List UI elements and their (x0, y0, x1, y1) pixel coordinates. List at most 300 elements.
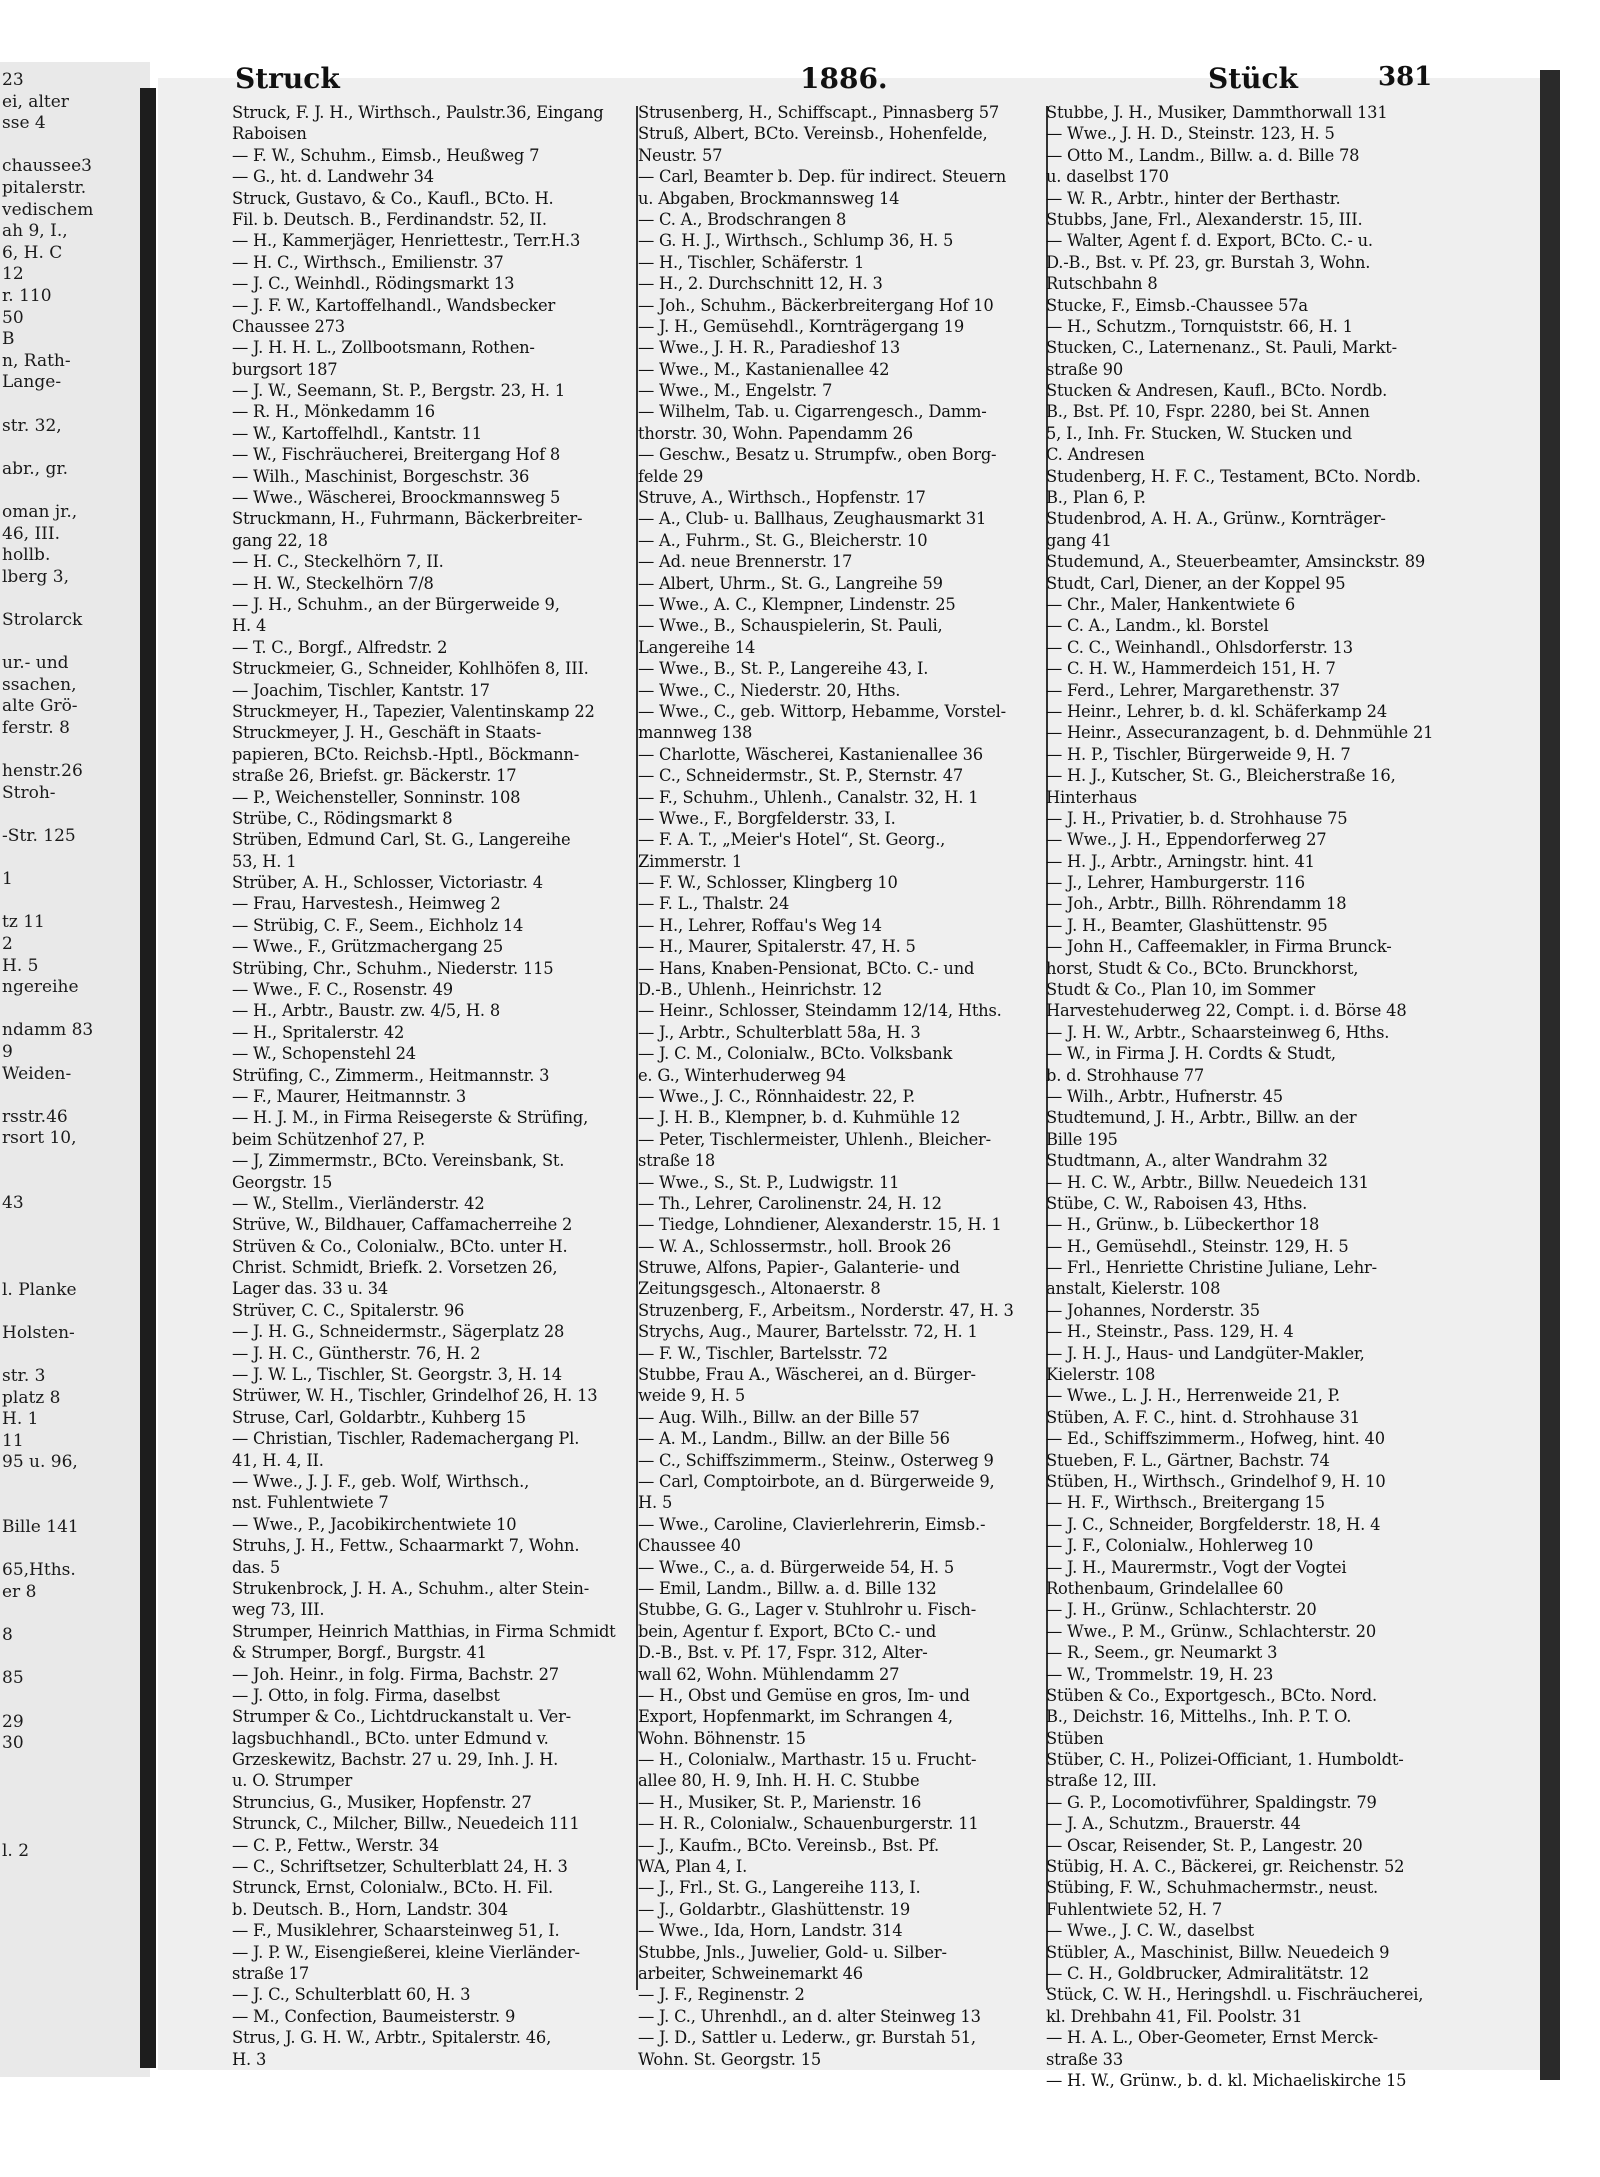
directory-entry-line: — Ferd., Lehrer, Margarethenstr. 37 (1046, 680, 1340, 700)
directory-entry-line: — Wwe., J. C. W., daselbst (1046, 1921, 1254, 1941)
directory-entry-line: Fuhlentwiete 52, H. 7 (1046, 1899, 1223, 1919)
directory-entry-line: — H. J., Arbtr., Arningstr. hint. 41 (1046, 851, 1315, 871)
directory-entry-line: — Wwe., A. C., Klempner, Lindenstr. 25 (638, 594, 956, 614)
directory-entry-line: — A. M., Landm., Billw. an der Bille 56 (638, 1429, 950, 1449)
previous-page-fragment: l. Planke (2, 1279, 77, 1300)
directory-entry-line: Chaussee 40 (638, 1536, 741, 1556)
directory-entry-line: Studtemund, J. H., Arbtr., Billw. an der (1046, 1108, 1357, 1128)
directory-entry-line: — H., Musiker, St. P., Marienstr. 16 (638, 1792, 922, 1812)
previous-page-fragment: 1 (2, 869, 13, 890)
directory-entry-line: — Wilh., Maschinist, Borgeschstr. 36 (232, 466, 530, 486)
directory-entry-line: — M., Confection, Baumeisterstr. 9 (232, 2006, 516, 2026)
directory-entry-line: arbeiter, Schweinemarkt 46 (638, 1963, 863, 1983)
directory-entry-line: — A., Fuhrm., St. G., Bleicherstr. 10 (638, 530, 928, 550)
directory-entry-line: B., Deichstr. 16, Mittelhs., Inh. P. T. O. (1046, 1707, 1352, 1727)
directory-entry-line: — Heinr., Schlosser, Steindamm 12/14, Hths. (638, 1001, 1002, 1021)
previous-page-fragment: henstr.26 (2, 761, 83, 782)
directory-entry-line: — C. H., Goldbrucker, Admiralitätstr. 12 (1046, 1963, 1369, 1983)
directory-entry-line: — Albert, Uhrm., St. G., Langreihe 59 (638, 573, 943, 593)
directory-entry-line: — R. H., Mönkedamm 16 (232, 402, 435, 422)
directory-entry-line: Chaussee 273 (232, 316, 345, 336)
directory-entry-line: — A., Club- u. Ballhaus, Zeughausmarkt 31 (638, 509, 987, 529)
directory-entry-line: — T. C., Borgf., Alfredstr. 2 (232, 637, 448, 657)
directory-entry-line: D.-B., Bst. v. Pf. 23, gr. Burstah 3, Wohn. (1046, 252, 1371, 272)
directory-entry-line: — J., Goldarbtr., Glashüttenstr. 19 (638, 1899, 911, 1919)
previous-page-fragment: 30 (2, 1733, 24, 1754)
directory-entry-line: — Joachim, Tischler, Kantstr. 17 (232, 680, 490, 700)
directory-entry-line: — W. R., Arbtr., hinter der Berthastr. (1046, 188, 1341, 208)
directory-entry-line: Stübe, C. W., Raboisen 43, Hths. (1046, 1193, 1308, 1213)
directory-entry-line: — Th., Lehrer, Carolinenstr. 24, H. 12 (638, 1193, 942, 1213)
previous-page-fragment: r. 110 (2, 286, 52, 306)
previous-page-fragment: platz 8 (2, 1387, 61, 1408)
directory-entry-line: Struck, F. J. H., Wirthsch., Paulstr.36, Eingang (232, 103, 604, 122)
directory-entry-line: — W. A., Schlossermstr., holl. Brook 26 (638, 1236, 952, 1256)
directory-entry-line: Studemund, A., Steuerbeamter, Amsinckstr. 89 (1046, 552, 1426, 572)
directory-entry-line: u. daselbst 170 (1046, 167, 1169, 187)
directory-entry-line: b. d. Strohhause 77 (1046, 1065, 1205, 1085)
directory-entry-line: Strüfing, C., Zimmerm., Heitmannstr. 3 (232, 1065, 550, 1085)
directory-entry-line: D.-B., Bst. v. Pf. 17, Fspr. 312, Alter- (638, 1643, 928, 1663)
directory-entry-line: — J. H. B., Klempner, b. d. Kuhmühle 12 (638, 1108, 961, 1128)
directory-entry-line: — H., Schutzm., Tornquiststr. 66, H. 1 (1046, 316, 1353, 336)
directory-entry-line: — F. W., Tischler, Bartelsstr. 72 (638, 1343, 888, 1363)
previous-page-fragment: str. 3 (2, 1366, 46, 1386)
directory-entry-line: — G. H. J., Wirthsch., Schlump 36, H. 5 (638, 231, 954, 251)
previous-page-fragment: pitalerstr. (2, 178, 87, 198)
book-gutter (140, 88, 156, 2068)
directory-entry-line: — G. P., Locomotivführer, Spaldingstr. 79 (1046, 1792, 1377, 1812)
directory-entry-line: — C., Schiffszimmerm., Steinw., Osterweg 9 (638, 1450, 994, 1470)
directory-entry-line: Strunck, C., Milcher, Billw., Neuedeich 111 (232, 1814, 580, 1834)
directory-entry-line: Studt & Co., Plan 10, im Sommer (1046, 980, 1315, 1000)
directory-entry-line: — Wwe., M., Engelstr. 7 (638, 381, 833, 401)
directory-entry-line: — H., Grünw., b. Lübeckerthor 18 (1046, 1215, 1320, 1235)
directory-entry-line: Fil. b. Deutsch. B., Ferdinandstr. 52, II. (232, 209, 547, 229)
directory-entry-line: — Wwe., C., geb. Wittorp, Hebamme, Vorstel- (638, 701, 1006, 721)
directory-entry-line: — C. A., Brodschrangen 8 (638, 209, 847, 229)
directory-entry-line: wall 62, Wohn. Mühlendamm 27 (638, 1664, 900, 1684)
directory-entry-line: Kielerstr. 108 (1046, 1365, 1156, 1385)
previous-page-fragment: H. 1 (2, 1409, 39, 1430)
directory-entry-line: — Wwe., F., Borgfelderstr. 33, I. (638, 808, 896, 828)
directory-entry-line: — J, Zimmermstr., BCto. Vereinsbank, St. (232, 1151, 565, 1171)
directory-entry-line: — F. A. T., „Meier's Hotel“, St. Georg., (638, 830, 946, 850)
directory-entry-line: — John H., Caffeemakler, in Firma Brunck- (1046, 937, 1392, 957)
header-year: 1886. (800, 62, 888, 95)
directory-entry-line: — J., Kaufm., BCto. Vereinsb., Bst. Pf. (638, 1835, 940, 1855)
directory-entry-line: — Heinr., Assecuranzagent, b. d. Dehnmühle 21 (1046, 723, 1434, 743)
directory-entry-line: Strüve, W., Bildhauer, Caffamacherreihe 2 (232, 1215, 573, 1235)
directory-entry-line: Studt, Carl, Diener, an der Koppel 95 (1046, 573, 1346, 593)
directory-entry-line: — J. Otto, in folg. Firma, daselbst (232, 1685, 500, 1705)
directory-entry-line: — J. H. J., Haus- und Landgüter-Makler, (1046, 1343, 1365, 1363)
directory-entry-line: Grzeskewitz, Bachstr. 27 u. 29, Inh. J. H. (232, 1750, 559, 1770)
directory-entry-line: Strus, J. G. H. W., Arbtr., Spitalerstr. 46, (232, 2028, 552, 2048)
directory-entry-line: — J. C., Weinhdl., Rödingsmarkt 13 (232, 274, 515, 294)
directory-column-2 (638, 102, 1050, 2070)
directory-entry-line: lagsbuchhandl., BCto. unter Edmund v. (232, 1728, 549, 1748)
directory-entry-line: — Wilhelm, Tab. u. Cigarrengesch., Damm- (638, 402, 987, 422)
directory-entry-line: — J. W. L., Tischler, St. Georgstr. 3, H. 14 (232, 1365, 562, 1385)
directory-entry-line: Stubbe, Jnls., Juwelier, Gold- u. Silber- (638, 1942, 947, 1962)
directory-entry-line: Hinterhaus (1046, 787, 1137, 807)
previous-page-fragment: 2 (2, 934, 13, 954)
directory-entry-line: nst. Fuhlentwiete 7 (232, 1493, 389, 1513)
directory-entry-line: Strusenberg, H., Schiffscapt., Pinnasberg 57 (638, 103, 1000, 122)
directory-entry-line: straße 33 (1046, 2049, 1123, 2069)
directory-entry-line: Harvestehuderweg 22, Compt. i. d. Börse 48 (1046, 1001, 1407, 1021)
directory-entry-line: — J. W., Seemann, St. P., Bergstr. 23, H. 1 (232, 381, 566, 401)
directory-entry-line: — G., ht. d. Landwehr 34 (232, 167, 434, 187)
directory-entry-line: horst, Studt & Co., BCto. Brunckhorst, (1046, 958, 1359, 978)
directory-entry-line: — Wwe., F. C., Rosenstr. 49 (232, 980, 453, 1000)
directory-entry-line: — H. F., Wirthsch., Breitergang 15 (1046, 1493, 1325, 1513)
directory-entry-line: Bille 195 (1046, 1129, 1118, 1149)
directory-entry-line: Stüben & Co., Exportgesch., BCto. Nord. (1046, 1685, 1377, 1705)
directory-entry-line: H. 3 (232, 2049, 267, 2069)
directory-entry-line: Struzenberg, F., Arbeitsm., Norderstr. 47, H. 3 (638, 1300, 1014, 1320)
directory-column-3 (1046, 102, 1438, 2091)
directory-entry-line: straße 12, III. (1046, 1771, 1157, 1791)
directory-entry-line: — Wwe., Wäscherei, Broockmannsweg 5 (232, 488, 561, 508)
directory-entry-line: — J. D., Sattler u. Lederw., gr. Burstah 51, (638, 2028, 976, 2048)
directory-entry-line: Lager das. 33 u. 34 (232, 1279, 389, 1299)
directory-entry-line: Strüwer, W. H., Tischler, Grindelhof 26, H. 13 (232, 1386, 598, 1406)
directory-entry-line: gang 22, 18 (232, 530, 328, 550)
directory-entry-line: — Otto M., Landm., Billw. a. d. Bille 78 (1046, 145, 1360, 165)
directory-entry-line: u. Abgaben, Brockmannsweg 14 (638, 188, 900, 208)
previous-page-fragment: 8 (2, 1625, 13, 1646)
directory-entry-line: Stueben, F. L., Gärtner, Bachstr. 74 (1046, 1450, 1330, 1470)
directory-entry-line: B., Bst. Pf. 10, Fspr. 2280, bei St. Annen (1046, 402, 1370, 422)
directory-entry-line: 53, H. 1 (232, 851, 297, 871)
previous-page-fragment: ssachen, (2, 674, 77, 695)
directory-entry-line: — H. P., Tischler, Bürgerweide 9, H. 7 (1046, 744, 1351, 764)
directory-entry-line: — Walter, Agent f. d. Export, BCto. C.- u. (1046, 231, 1373, 251)
directory-entry-line: weide 9, H. 5 (638, 1386, 746, 1406)
directory-entry-line: — Hans, Knaben-Pensionat, BCto. C.- und (638, 958, 975, 978)
previous-page-edge (0, 62, 150, 2077)
directory-entry-line: Neustr. 57 (638, 145, 723, 165)
directory-entry-line: — C., Schriftsetzer, Schulterblatt 24, H. 3 (232, 1857, 568, 1877)
previous-page-fragment: rsstr.46 (2, 1106, 68, 1127)
page-number: 381 (1378, 62, 1433, 92)
directory-entry-line: — Tiedge, Lohndiener, Alexanderstr. 15, H. 1 (638, 1215, 1002, 1235)
previous-page-fragment: 29 (2, 1711, 24, 1732)
previous-page-fragment: Lange- (2, 372, 62, 393)
directory-entry-line: — F. L., Thalstr. 24 (638, 894, 790, 914)
previous-page-fragment: 85 (2, 1668, 24, 1689)
directory-entry-line: — J. F., Reginenstr. 2 (638, 1985, 805, 2005)
previous-page-fragment: ei, alter (2, 91, 69, 112)
previous-page-fragment: Strolarck (2, 610, 83, 630)
directory-entry-line: Strunck, Ernst, Colonialw., BCto. H. Fil. (232, 1878, 553, 1898)
previous-page-fragment: er 8 (2, 1582, 37, 1602)
directory-entry-line: — J. H., Maurermstr., Vogt der Vogtei (1046, 1557, 1347, 1577)
directory-entry-line: — Frau, Harvestesh., Heimweg 2 (232, 894, 501, 914)
directory-entry-line: — H. W., Steckelhörn 7/8 (232, 573, 434, 593)
previous-page-fragment: vedischem (2, 199, 94, 220)
directory-entry-line: — J. H. G., Schneidermstr., Sägerplatz 28 (232, 1322, 565, 1342)
previous-page-fragment: 65,Hths. (2, 1560, 76, 1581)
directory-entry-line: — Wwe., J. J. F., geb. Wolf, Wirthsch., (232, 1472, 530, 1491)
directory-entry-line: Strumper & Co., Lichtdruckanstalt u. Ver- (232, 1707, 571, 1727)
directory-entry-line: — H., Colonialw., Marthastr. 15 u. Frucht- (638, 1750, 977, 1770)
directory-entry-line: — Chr., Maler, Hankentwiete 6 (1046, 594, 1296, 614)
previous-page-fragment: oman jr., (2, 502, 78, 522)
previous-page-fragment: ndamm 83 (2, 1020, 94, 1041)
directory-entry-line: — W., Fischräucherei, Breitergang Hof 8 (232, 445, 561, 465)
directory-entry-line: — H., Maurer, Spitalerstr. 47, H. 5 (638, 937, 916, 957)
directory-entry-line: — Wwe., P., Jacobikirchentwiete 10 (232, 1514, 517, 1534)
previous-page-fragment: alte Grö- (2, 696, 78, 717)
directory-entry-line: — Joh., Schuhm., Bäckerbreitergang Hof 10 (638, 295, 994, 315)
previous-page-fragment: rsort 10, (2, 1128, 77, 1149)
directory-entry-line: straße 17 (232, 1963, 309, 1983)
previous-page-fragment: 11 (2, 1430, 24, 1451)
directory-entry-line: — J. H., Beamter, Glashüttenstr. 95 (1046, 915, 1328, 935)
directory-entry-line: — Peter, Tischlermeister, Uhlenh., Bleicher- (638, 1129, 991, 1149)
directory-entry-line: — W., Kartoffelhdl., Kantstr. 11 (232, 423, 482, 443)
directory-entry-line: Rothenbaum, Grindelallee 60 (1046, 1578, 1284, 1598)
directory-entry-line: Struckmeyer, J. H., Geschäft in Staats- (232, 723, 542, 743)
previous-page-fragment: 6, H. C (2, 242, 63, 263)
directory-entry-line: Strüben, Edmund Carl, St. G., Langereihe (232, 830, 571, 850)
directory-entry-line: Rutschbahn 8 (1046, 274, 1158, 294)
directory-entry-line: Zeitungsgesch., Altonaerstr. 8 (638, 1279, 881, 1299)
previous-page-fragment: abr., gr. (2, 458, 69, 479)
directory-entry-line: — W., Trommelstr. 19, H. 23 (1046, 1664, 1274, 1684)
directory-entry-line: — Ad. neue Brennerstr. 17 (638, 552, 853, 572)
directory-entry-line: Strüven & Co., Colonialw., BCto. unter H. (232, 1236, 568, 1256)
previous-page-fragment: 9 (2, 1042, 13, 1062)
directory-entry-line: Strumper, Heinrich Matthias, in Firma Schmidt (232, 1621, 616, 1641)
previous-page-fragment: l. 2 (2, 1841, 30, 1862)
directory-entry-line: — H. J. M., in Firma Reisegerste & Strüfing, (232, 1108, 589, 1128)
directory-entry-line: — Wwe., L. J. H., Herrenweide 21, P. (1046, 1386, 1341, 1406)
directory-entry-line: — J. C., Uhrenhdl., an d. alter Steinweg 13 (638, 2006, 981, 2026)
directory-entry-line: — C., Schneidermstr., St. P., Sternstr. 47 (638, 766, 964, 786)
directory-entry-line: mannweg 138 (638, 723, 753, 743)
directory-entry-line: — F. W., Schuhm., Eimsb., Heußweg 7 (232, 145, 540, 165)
directory-entry-line: — J. H., Gemüsehdl., Kornträgergang 19 (638, 316, 964, 336)
directory-entry-line: Stübing, F. W., Schuhmachermstr., neust. (1046, 1878, 1379, 1898)
directory-entry-line: — J., Frl., St. G., Langereihe 113, I. (638, 1878, 921, 1898)
directory-entry-line: Struckmeier, G., Schneider, Kohlhöfen 8, III. (232, 659, 589, 679)
directory-entry-line: Wohn. Böhnenstr. 15 (638, 1728, 806, 1748)
directory-entry-line: Stübler, A., Maschinist, Billw. Neuedeich 9 (1046, 1942, 1390, 1962)
previous-page-fragment: lberg 3, (2, 566, 70, 587)
directory-entry-line: — Wwe., S., St. P., Ludwigstr. 11 (638, 1172, 900, 1192)
directory-entry-line: 5, I., Inh. Fr. Stucken, W. Stucken und (1046, 423, 1352, 443)
directory-entry-line: — H. R., Colonialw., Schauenburgerstr. 11 (638, 1814, 979, 1834)
directory-entry-line: — J. H., Schuhm., an der Bürgerweide 9, (232, 594, 560, 614)
page-edge-shadow (1540, 70, 1560, 2080)
directory-entry-line: H. 5 (638, 1493, 673, 1513)
directory-entry-line: — J., Lehrer, Hamburgerstr. 116 (1046, 873, 1305, 893)
directory-entry-line: — Wwe., J. H. R., Paradieshof 13 (638, 338, 901, 358)
directory-entry-line: Stüben (1046, 1728, 1104, 1748)
directory-entry-line: anstalt, Kielerstr. 108 (1046, 1279, 1221, 1299)
directory-entry-line: — Wwe., J. H., Eppendorferweg 27 (1046, 830, 1327, 850)
previous-page-fragment: Holsten- (2, 1322, 75, 1343)
previous-page-fragment: 50 (2, 307, 24, 328)
directory-entry-line: — H. C. W., Arbtr., Billw. Neuedeich 131 (1046, 1172, 1369, 1192)
directory-entry-line: Struck, Gustavo, & Co., Kaufl., BCto. H. (232, 188, 554, 208)
directory-entry-line: — H. J., Kutscher, St. G., Bleicherstraße 16, (1046, 766, 1396, 786)
directory-entry-line: — H., 2. Durchschnitt 12, H. 3 (638, 274, 883, 294)
directory-entry-line: kl. Drehbahn 41, Fil. Poolstr. 31 (1046, 2006, 1303, 2026)
directory-entry-line: — J. C. M., Colonialw., BCto. Volksbank (638, 1044, 953, 1064)
directory-entry-line: — Christian, Tischler, Rademachergang Pl. (232, 1429, 580, 1449)
directory-entry-line: — J. H., Grünw., Schlachterstr. 20 (1046, 1600, 1317, 1620)
directory-entry-line: — H., Obst und Gemüse en gros, Im- und (638, 1685, 970, 1705)
previous-page-fragment: 46, III. (2, 523, 60, 544)
directory-entry-line: — Carl, Beamter b. Dep. für indirect. Steuern (638, 167, 1007, 187)
previous-page-fragment: -Str. 125 (2, 826, 76, 846)
directory-entry-line: — Wwe., B., St. P., Langereihe 43, I. (638, 659, 929, 679)
directory-entry-line: — Wwe., J. H. D., Steinstr. 123, H. 5 (1046, 124, 1335, 144)
directory-entry-line: Stüben, A. F. C., hint. d. Strohhause 31 (1046, 1407, 1360, 1427)
previous-page-fragment: B (2, 329, 15, 350)
directory-entry-line: Struncius, G., Musiker, Hopfenstr. 27 (232, 1792, 532, 1812)
previous-page-fragment: ferstr. 8 (2, 718, 70, 738)
directory-entry-line: — J. F., Colonialw., Hohlerweg 10 (1046, 1536, 1314, 1556)
previous-page-fragment: 95 u. 96, (2, 1452, 78, 1473)
directory-entry-line: straße 26, Briefst. gr. Bäckerstr. 17 (232, 766, 517, 786)
directory-entry-line: burgsort 187 (232, 359, 338, 379)
directory-entry-line: — J. C., Schneider, Borgfelderstr. 18, H. 4 (1046, 1514, 1381, 1534)
directory-entry-line: — Johannes, Norderstr. 35 (1046, 1300, 1260, 1320)
previous-page-fragment: str. 32, (2, 415, 62, 436)
directory-entry-line: Strychs, Aug., Maurer, Bartelsstr. 72, H. 1 (638, 1322, 978, 1342)
directory-entry-line: — H., Arbtr., Baustr. zw. 4/5, H. 8 (232, 1001, 500, 1021)
directory-entry-line: — F., Musiklehrer, Schaarsteinweg 51, I. (232, 1921, 560, 1941)
directory-entry-line: Struß, Albert, BCto. Vereinsb., Hohenfelde, (638, 124, 988, 144)
directory-entry-line: — Emil, Landm., Billw. a. d. Bille 132 (638, 1578, 937, 1598)
directory-entry-line: Raboisen (232, 124, 307, 144)
directory-entry-line: Wohn. St. Georgstr. 15 (638, 2049, 822, 2069)
directory-entry-line: Studenberg, H. F. C., Testament, BCto. Nordb. (1046, 466, 1421, 486)
directory-entry-line: Strukenbrock, J. H. A., Schuhm., alter Stein- (232, 1578, 590, 1598)
directory-entry-line: Export, Hopfenmarkt, im Schrangen 4, (638, 1707, 953, 1727)
directory-entry-line: das. 5 (232, 1557, 280, 1577)
directory-entry-line: — H. A. L., Ober-Geometer, Ernst Merck- (1046, 2028, 1378, 2048)
directory-entry-line: — Charlotte, Wäscherei, Kastanienallee 36 (638, 744, 983, 764)
directory-entry-line: — J. P. W., Eisengießerei, kleine Vierländer- (232, 1942, 580, 1962)
directory-entry-line: — Wwe., F., Grützmachergang 25 (232, 937, 504, 957)
directory-entry-line: — Wilh., Arbtr., Hufnerstr. 45 (1046, 1086, 1283, 1106)
directory-entry-line: bein, Agentur f. Export, BCto C.- und (638, 1621, 937, 1641)
directory-entry-line: — F. W., Schlosser, Klingberg 10 (638, 873, 898, 893)
directory-entry-line: — W., Schopenstehl 24 (232, 1044, 416, 1064)
previous-page-fragment: n, Rath- (2, 350, 71, 371)
directory-entry-line: — Geschw., Besatz u. Strumpfw., oben Borg- (638, 445, 997, 465)
directory-entry-line: — C. C., Weinhandl., Ohlsdorferstr. 13 (1046, 637, 1353, 657)
directory-entry-line: — Heinr., Lehrer, b. d. kl. Schäferkamp 24 (1046, 701, 1388, 721)
directory-entry-line: felde 29 (638, 466, 704, 486)
directory-entry-line: — H., Steinstr., Pass. 129, H. 4 (1046, 1322, 1294, 1342)
directory-entry-line: — R., Seem., gr. Neumarkt 3 (1046, 1643, 1278, 1663)
directory-entry-line: Stück, C. W. H., Heringshdl. u. Fischräucherei, (1046, 1985, 1424, 2005)
previous-page-fragment: ngereihe (2, 977, 79, 998)
directory-entry-line: — H. C., Wirthsch., Emilienstr. 37 (232, 252, 504, 272)
directory-entry-line: C. Andresen (1046, 445, 1145, 465)
previous-page-fragment: Bille 141 (2, 1517, 79, 1538)
directory-entry-line: — J. F. W., Kartoffelhandl., Wandsbecker (232, 295, 556, 315)
directory-entry-line: Stübig, H. A. C., Bäckerei, gr. Reichenstr. 52 (1046, 1857, 1405, 1877)
directory-entry-line: Langereihe 14 (638, 637, 756, 657)
directory-entry-line: Stubbs, Jane, Frl., Alexanderstr. 15, III. (1046, 209, 1363, 229)
previous-page-fragment: 12 (2, 264, 24, 285)
directory-entry-line: — Ed., Schiffszimmerm., Hofweg, hint. 40 (1046, 1429, 1385, 1449)
directory-entry-line: gang 41 (1046, 530, 1112, 550)
previous-page-fragment: Weiden- (2, 1063, 72, 1084)
previous-page-fragment: chaussee3 (2, 156, 92, 177)
directory-entry-line: Studtmann, A., alter Wandrahm 32 (1046, 1151, 1328, 1171)
directory-entry-line: allee 80, H. 9, Inh. H. H. C. Stubbe (638, 1771, 920, 1791)
directory-entry-line: — H. C., Steckelhörn 7, II. (232, 552, 444, 572)
directory-entry-line: — C. A., Landm., kl. Borstel (1046, 616, 1269, 636)
directory-entry-line: beim Schützenhof 27, P. (232, 1129, 426, 1149)
directory-entry-line: — Joh., Arbtr., Billh. Röhrendamm 18 (1046, 894, 1347, 914)
directory-entry-line: — H., Spritalerstr. 42 (232, 1022, 405, 1042)
directory-entry-line: — Aug. Wilh., Billw. an der Bille 57 (638, 1407, 920, 1427)
directory-entry-line: — Oscar, Reisender, St. P., Langestr. 20 (1046, 1835, 1363, 1855)
directory-entry-line: Christ. Schmidt, Briefk. 2. Vorsetzen 26, (232, 1258, 558, 1278)
previous-page-fragment: Stroh- (2, 782, 56, 803)
directory-entry-line: — H., Kammerjäger, Henriettestr., Terr.H.3 (232, 231, 581, 251)
directory-entry-line: Studenbrod, A. H. A., Grünw., Kornträger- (1046, 509, 1386, 529)
directory-entry-line: — Joh. Heinr., in folg. Firma, Bachstr. 27 (232, 1664, 559, 1684)
directory-entry-line: — H., Tischler, Schäferstr. 1 (638, 252, 865, 272)
directory-entry-line: — J. C., Schulterblatt 60, H. 3 (232, 1985, 471, 2005)
directory-entry-line: B., Plan 6, P. (1046, 488, 1146, 508)
directory-entry-line: Stubbe, Frau A., Wäscherei, an d. Bürger- (638, 1365, 976, 1385)
directory-entry-line: Strüber, A. H., Schlosser, Victoriastr. 4 (232, 873, 543, 893)
directory-entry-line: — Frl., Henriette Christine Juliane, Lehr- (1046, 1258, 1377, 1278)
directory-entry-line: — C. H. W., Hammerdeich 151, H. 7 (1046, 659, 1336, 679)
directory-entry-line: — F., Maurer, Heitmannstr. 3 (232, 1086, 467, 1106)
directory-entry-line: — H. W., Grünw., b. d. kl. Michaeliskirche 15 (1046, 2070, 1407, 2090)
directory-entry-line: Zimmerstr. 1 (638, 851, 743, 871)
previous-page-fragment: sse 4 (2, 113, 46, 134)
directory-entry-line: Stucke, F., Eimsb.-Chaussee 57a (1046, 295, 1308, 315)
directory-entry-line: Stüber, C. H., Polizei-Officiant, 1. Humboldt- (1046, 1750, 1404, 1770)
directory-entry-line: — Wwe., C., Niederstr. 20, Hths. (638, 680, 901, 700)
directory-entry-line: Stubbe, G. G., Lager v. Stuhlrohr u. Fisch- (638, 1600, 976, 1620)
directory-entry-line: — J. A., Schutzm., Brauerstr. 44 (1046, 1814, 1301, 1834)
directory-entry-line: Struve, A., Wirthsch., Hopfenstr. 17 (638, 488, 926, 508)
directory-entry-line: — J., Arbtr., Schulterblatt 58a, H. 3 (638, 1022, 921, 1042)
directory-entry-line: u. O. Strumper (232, 1771, 353, 1791)
directory-entry-line: Struckmann, H., Fuhrmann, Bäckerbreiter- (232, 509, 583, 529)
directory-entry-line: thorstr. 30, Wohn. Papendamm 26 (638, 423, 913, 443)
directory-entry-line: papieren, BCto. Reichsb.-Hptl., Böckmann- (232, 744, 580, 764)
directory-entry-line: b. Deutsch. B., Horn, Landstr. 304 (232, 1899, 508, 1919)
directory-entry-line: — Wwe., Ida, Horn, Landstr. 314 (638, 1921, 903, 1941)
directory-entry-line: — W., Stellm., Vierländerstr. 42 (232, 1193, 485, 1213)
directory-entry-line: Stüben, H., Wirthsch., Grindelhof 9, H. 10 (1046, 1472, 1386, 1491)
directory-entry-line: Struhs, J. H., Fettw., Schaarmarkt 7, Wohn. (232, 1536, 580, 1556)
directory-entry-line: Stucken & Andresen, Kaufl., BCto. Nordb. (1046, 381, 1388, 401)
directory-entry-line: — Wwe., Caroline, Clavierlehrerin, Eimsb.- (638, 1514, 986, 1534)
directory-entry-line: Struckmeyer, H., Tapezier, Valentinskamp 22 (232, 701, 595, 721)
directory-entry-line: Struse, Carl, Goldarbtr., Kuhberg 15 (232, 1407, 526, 1427)
previous-page-fragment: hollb. (2, 545, 51, 566)
directory-entry-line: Strübe, C., Rödingsmarkt 8 (232, 808, 453, 828)
